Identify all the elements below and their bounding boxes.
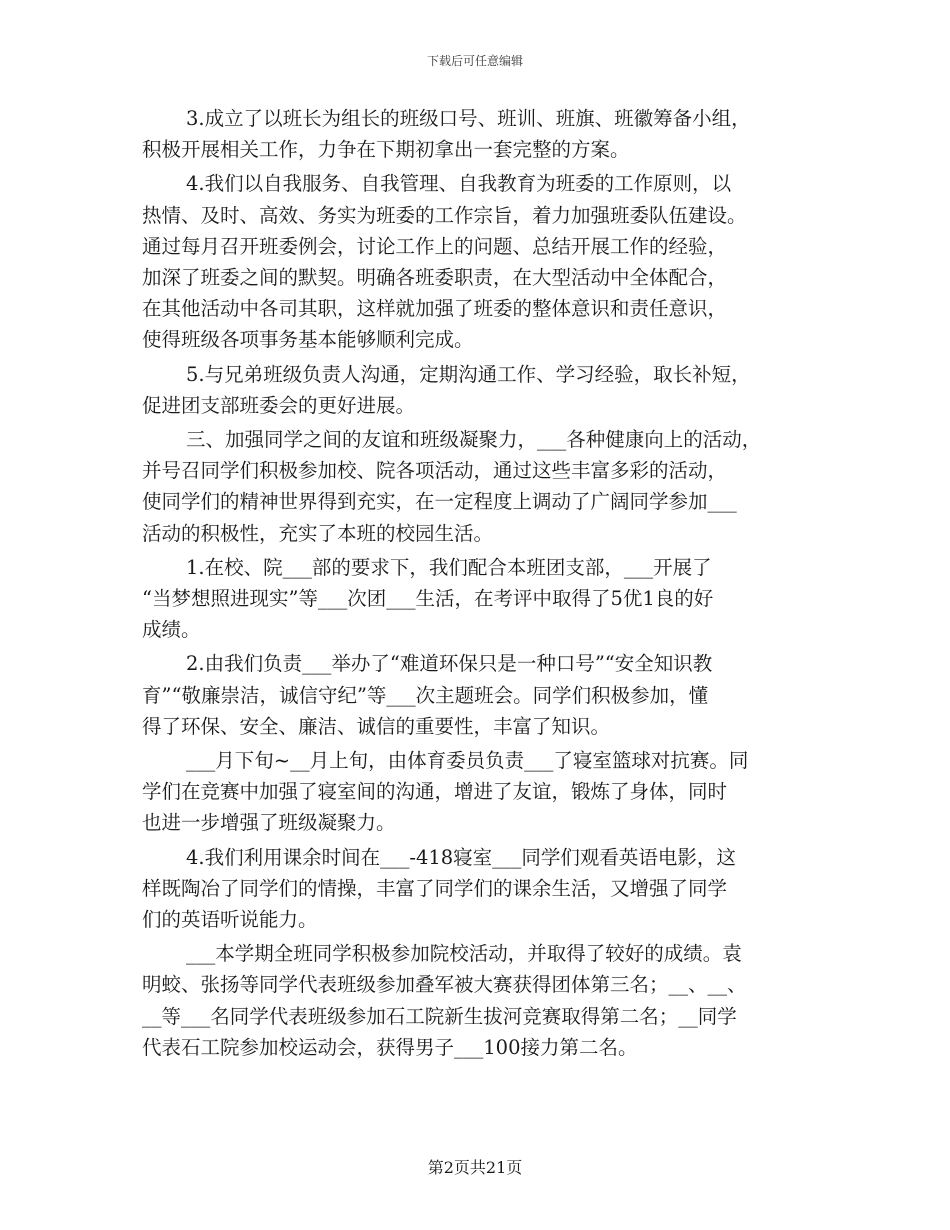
paragraph-7 [142,745,832,839]
paragraph-line: 学们在竞赛中加强了寝室间的沟通，增进了友谊，锻炼了身体，同时 [142,780,728,804]
paragraph-6 [142,648,832,742]
document-body [142,103,832,1066]
page-number: 第2页共21页 [427,1158,523,1177]
paragraph-line: 活动的积极性，充实了本班的校园生活。 [142,521,494,545]
paragraph-line: 成绩。 [142,618,201,642]
paragraph-line: 通过每月召开班委例会，讨论工作上的问题、总结开展工作的经验， [142,234,728,258]
paragraph-line: 加深了班委之间的默契。明确各班委职责，在大型活动中全体配合， [142,266,728,290]
paragraph-3 [142,359,832,421]
paragraph-line: 使同学们的精神世界得到充实，在一定程度上调动了广阔同学参加___ [142,490,737,514]
paragraph-line: 积极开展相关工作，力争在下期初拿出一套完整的方案。 [142,138,630,162]
paragraph-line: 促进团支部班委会的更好进展。 [142,393,416,417]
paragraph-line: 热情、及时、高效、务实为班委的工作宗旨，着力加强班委队伍建设。 [142,203,747,227]
paragraph-line: 得了环保、安全、廉洁、诚信的重要性，丰富了知识。 [142,714,611,738]
paragraph-line: 在其他活动中各司其职，这样就加强了班委的整体意识和责任意识， [142,297,728,321]
paragraph-line: 们的英语听说能力。 [142,908,318,932]
paragraph-line: 4.我们以自我服务、自我管理、自我教育为班委的工作原则，以 [186,172,732,196]
paragraph-9 [142,938,832,1063]
paragraph-line: __等___名同学代表班级参加石工院新生拔河竞赛取得第二名；__同学 [142,1004,737,1028]
paragraph-5 [142,552,832,646]
paragraph-line: 三、加强同学之间的友谊和班级凝聚力，___各种健康向上的活动， [186,428,762,452]
page-header: 下载后可任意编辑 [426,54,523,68]
paragraph-line: 4.我们利用课余时间在___-418寝室___同学们观看英语电影，这 [186,845,736,869]
paragraph-line: 1.在校、院___部的要求下，我们配合本班团支部，___开展了 [186,555,712,579]
paragraph-line: 样既陶冶了同学们的情操，丰富了同学们的课余生活，又增强了同学 [142,876,728,900]
paragraph-line: 育”“敬廉崇洁，诚信守纪”等___次主题班会。同学们积极参加，懂 [142,683,709,707]
paragraph-line: 2.由我们负责___举办了“难道环保只是一种口号”“安全知识教 [186,652,713,676]
paragraph-line: 使得班级各项事务基本能够顺利完成。 [142,328,474,352]
paragraph-line: 5.与兄弟班级负责人沟通，定期沟通工作、学习经验，取长补短， [186,362,751,386]
paragraph-line: 也进一步增强了班级凝聚力。 [142,811,396,835]
paragraph-line: 3.成立了以班长为组长的班级口号、班训、班旗、班徽筹备小组， [186,107,751,130]
paragraph-line: 并号召同学们积极参加校、院各项活动，通过这些丰富多彩的活动， [142,459,728,483]
paragraph-4 [142,424,832,549]
paragraph-line: “当梦想照进现实”等___次团___生活，在考评中取得了5优1良的好 [142,587,714,611]
paragraph-line: ___月下旬~__月上旬，由体育委员负责___了寝室篮球对抗赛。同 [186,749,749,773]
paragraph-1 [142,103,832,165]
paragraph-2 [142,168,832,355]
paragraph-line: 代表石工院参加校运动会，获得男子___100接力第二名。 [142,1035,638,1059]
paragraph-line: 明蛟、张扬等同学代表班级参加叠军被大赛获得团体第三名；__、__、 [142,973,747,997]
paragraph-8 [142,842,832,936]
paragraph-line: ___本学期全班同学积极参加院校活动，并取得了较好的成绩。袁 [186,942,742,966]
